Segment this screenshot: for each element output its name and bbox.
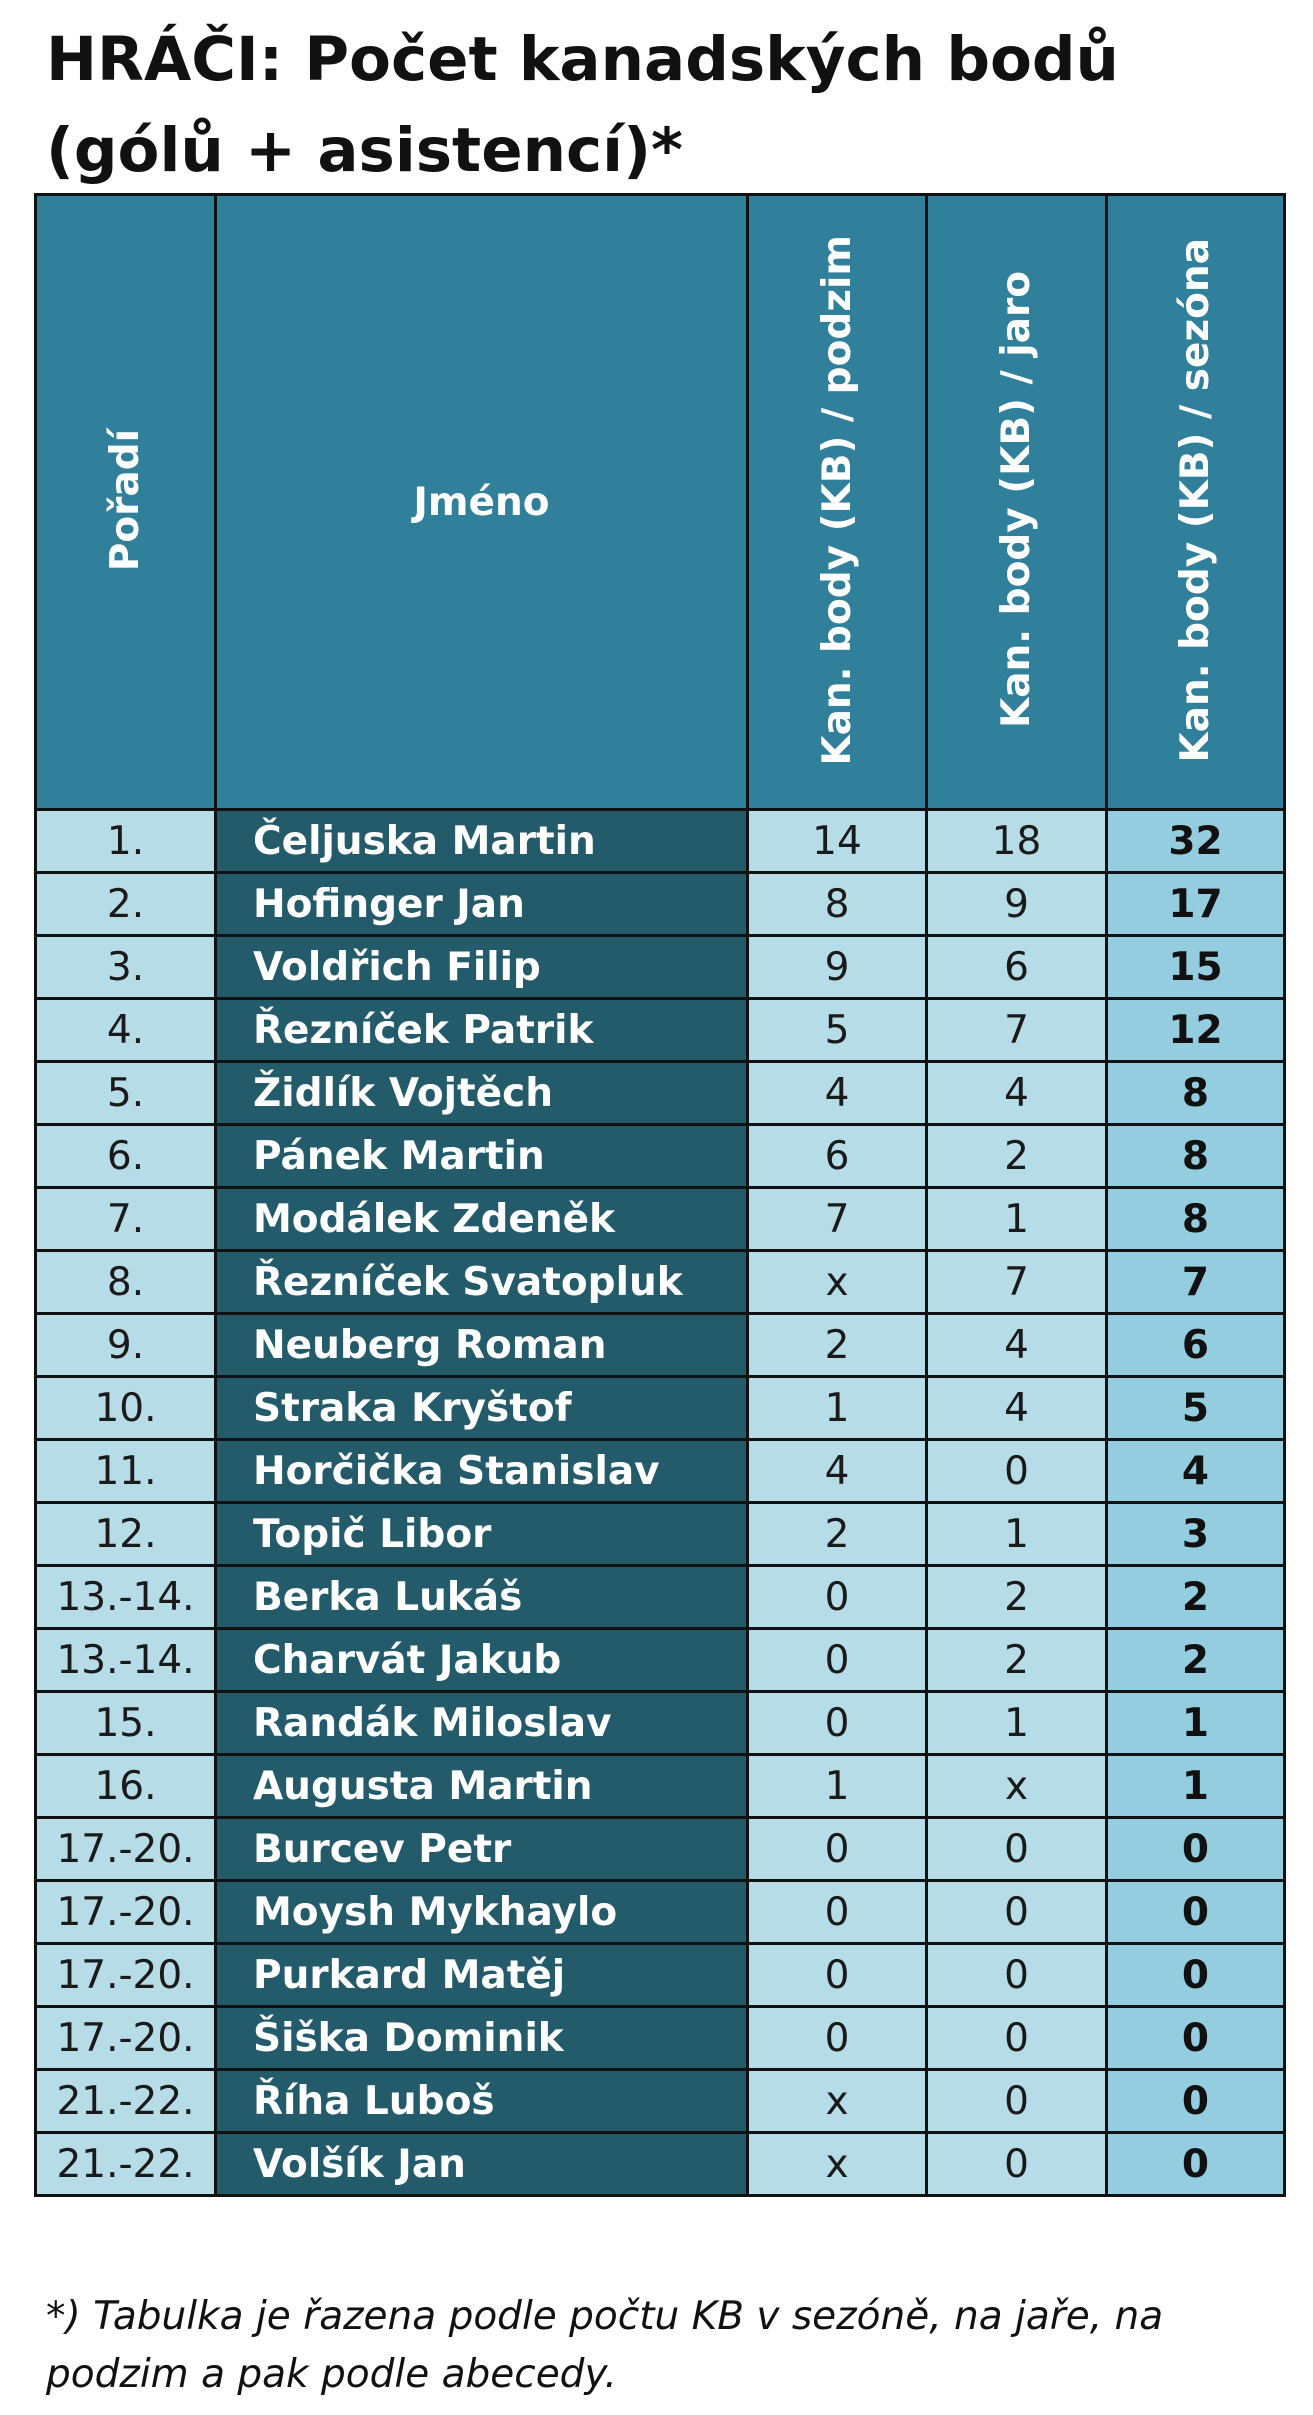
table-row <box>36 1062 1285 1125</box>
season-points-cell: 15 <box>1107 936 1285 999</box>
table-row <box>36 1755 1285 1818</box>
season-points-cell: 0 <box>1107 2133 1285 2196</box>
player-name-cell: Moysh Mykhaylo <box>216 1881 748 1944</box>
autumn-points-cell: 6 <box>748 1125 927 1188</box>
player-name-cell: Řezníček Svatopluk <box>216 1251 748 1314</box>
season-points-cell: 2 <box>1107 1566 1285 1629</box>
table-row <box>36 1125 1285 1188</box>
table-row <box>36 1629 1285 1692</box>
points-table <box>34 193 1286 2197</box>
rank-cell: 17.-20. <box>36 1944 216 2007</box>
player-name-cell: Čeljuska Martin <box>216 810 748 873</box>
table-row <box>36 1503 1285 1566</box>
season-points-cell: 0 <box>1107 1881 1285 1944</box>
rank-cell: 7. <box>36 1188 216 1251</box>
season-points-cell: 4 <box>1107 1440 1285 1503</box>
player-name-cell: Volšík Jan <box>216 2133 748 2196</box>
table-body <box>36 810 1285 2196</box>
autumn-points-cell: x <box>748 2070 927 2133</box>
autumn-points-cell: x <box>748 1251 927 1314</box>
autumn-points-cell: 0 <box>748 2007 927 2070</box>
season-points-cell: 7 <box>1107 1251 1285 1314</box>
autumn-points-cell: 14 <box>748 810 927 873</box>
spring-points-cell: 4 <box>927 1377 1107 1440</box>
rank-cell: 12. <box>36 1503 216 1566</box>
rank-cell: 2. <box>36 873 216 936</box>
player-name-cell: Říha Luboš <box>216 2070 748 2133</box>
footnote: *) Tabulka je řazena podle počtu KB v sezóně, na jaře, na podzim a pak podle abecedy. <box>46 2294 1164 2397</box>
header-spring <box>927 195 1107 810</box>
autumn-points-cell: 2 <box>748 1503 927 1566</box>
table-row <box>36 810 1285 873</box>
player-name-cell: Horčička Stanislav <box>216 1440 748 1503</box>
rank-cell: 21.-22. <box>36 2133 216 2196</box>
spring-points-cell: 4 <box>927 1062 1107 1125</box>
autumn-points-cell: 1 <box>748 1377 927 1440</box>
table-row <box>36 999 1285 1062</box>
table-row <box>36 1881 1285 1944</box>
spring-points-cell: 6 <box>927 936 1107 999</box>
season-points-cell: 0 <box>1107 2007 1285 2070</box>
spring-points-cell: 1 <box>927 1188 1107 1251</box>
player-name-cell: Charvát Jakub <box>216 1629 748 1692</box>
rank-cell: 9. <box>36 1314 216 1377</box>
rank-cell: 17.-20. <box>36 1881 216 1944</box>
season-points-cell: 12 <box>1107 999 1285 1062</box>
season-points-cell: 32 <box>1107 810 1285 873</box>
spring-points-cell: 0 <box>927 1944 1107 2007</box>
autumn-points-cell: 8 <box>748 873 927 936</box>
spring-points-cell: 0 <box>927 1440 1107 1503</box>
table-row <box>36 1377 1285 1440</box>
autumn-points-cell: 0 <box>748 1692 927 1755</box>
rank-cell: 13.-14. <box>36 1566 216 1629</box>
table-row <box>36 1692 1285 1755</box>
autumn-points-cell: 1 <box>748 1755 927 1818</box>
header-autumn <box>748 195 927 810</box>
player-name-cell: Židlík Vojtěch <box>216 1062 748 1125</box>
rank-cell: 10. <box>36 1377 216 1440</box>
autumn-points-cell: 0 <box>748 1818 927 1881</box>
rank-cell: 11. <box>36 1440 216 1503</box>
table-header-row <box>36 195 1285 810</box>
player-name-cell: Šiška Dominik <box>216 2007 748 2070</box>
rank-cell: 8. <box>36 1251 216 1314</box>
season-points-cell: 5 <box>1107 1377 1285 1440</box>
autumn-points-cell: 5 <box>748 999 927 1062</box>
player-name-cell: Randák Miloslav <box>216 1692 748 1755</box>
autumn-points-cell: 7 <box>748 1188 927 1251</box>
table-row <box>36 1251 1285 1314</box>
table-row <box>36 936 1285 999</box>
autumn-points-cell: x <box>748 2133 927 2196</box>
spring-points-cell: 9 <box>927 873 1107 936</box>
season-points-cell: 0 <box>1107 1818 1285 1881</box>
player-name-cell: Hofinger Jan <box>216 873 748 936</box>
season-points-cell: 8 <box>1107 1188 1285 1251</box>
spring-points-cell: 7 <box>927 999 1107 1062</box>
header-autumn-label: Kan. body (KB) / podzim <box>814 234 860 766</box>
table-row <box>36 1440 1285 1503</box>
table-row <box>36 1188 1285 1251</box>
season-points-cell: 6 <box>1107 1314 1285 1377</box>
autumn-points-cell: 0 <box>748 1566 927 1629</box>
spring-points-cell: 0 <box>927 2007 1107 2070</box>
table-row <box>36 1818 1285 1881</box>
spring-points-cell: 4 <box>927 1314 1107 1377</box>
season-points-cell: 1 <box>1107 1755 1285 1818</box>
autumn-points-cell: 4 <box>748 1440 927 1503</box>
spring-points-cell: 1 <box>927 1503 1107 1566</box>
autumn-points-cell: 9 <box>748 936 927 999</box>
rank-cell: 15. <box>36 1692 216 1755</box>
spring-points-cell: 0 <box>927 2133 1107 2196</box>
autumn-points-cell: 0 <box>748 1629 927 1692</box>
season-points-cell: 1 <box>1107 1692 1285 1755</box>
spring-points-cell: 1 <box>927 1692 1107 1755</box>
rank-cell: 21.-22. <box>36 2070 216 2133</box>
table-row <box>36 2007 1285 2070</box>
table-row <box>36 2133 1285 2196</box>
header-season-label: Kan. body (KB) / sezóna <box>1173 237 1218 763</box>
autumn-points-cell: 4 <box>748 1062 927 1125</box>
header-rank-label: Pořadí <box>103 428 148 572</box>
page-title: HRÁČI: Počet kanadských bodů (gólů + asistencí)* <box>46 24 1119 186</box>
table-row <box>36 1566 1285 1629</box>
autumn-points-cell: 0 <box>748 1881 927 1944</box>
rank-cell: 17.-20. <box>36 1818 216 1881</box>
player-name-cell: Augusta Martin <box>216 1755 748 1818</box>
header-season <box>1107 195 1285 810</box>
player-name-cell: Berka Lukáš <box>216 1566 748 1629</box>
player-name-cell: Řezníček Patrik <box>216 999 748 1062</box>
player-name-cell: Topič Libor <box>216 1503 748 1566</box>
player-name-cell: Purkard Matěj <box>216 1944 748 2007</box>
rank-cell: 17.-20. <box>36 2007 216 2070</box>
header-rank <box>36 195 216 810</box>
rank-cell: 6. <box>36 1125 216 1188</box>
player-name-cell: Pánek Martin <box>216 1125 748 1188</box>
header-name-label: Jméno <box>413 479 550 525</box>
autumn-points-cell: 2 <box>748 1314 927 1377</box>
header-name <box>216 195 748 810</box>
spring-points-cell: 0 <box>927 1818 1107 1881</box>
player-name-cell: Neuberg Roman <box>216 1314 748 1377</box>
rank-cell: 16. <box>36 1755 216 1818</box>
table-row <box>36 1314 1285 1377</box>
spring-points-cell: x <box>927 1755 1107 1818</box>
season-points-cell: 8 <box>1107 1125 1285 1188</box>
spring-points-cell: 2 <box>927 1125 1107 1188</box>
player-name-cell: Voldřich Filip <box>216 936 748 999</box>
season-points-cell: 0 <box>1107 1944 1285 2007</box>
table-row <box>36 2070 1285 2133</box>
player-name-cell: Modálek Zdeněk <box>216 1188 748 1251</box>
season-points-cell: 17 <box>1107 873 1285 936</box>
rank-cell: 13.-14. <box>36 1629 216 1692</box>
spring-points-cell: 7 <box>927 1251 1107 1314</box>
table-row <box>36 873 1285 936</box>
spring-points-cell: 0 <box>927 2070 1107 2133</box>
spring-points-cell: 2 <box>927 1629 1107 1692</box>
player-name-cell: Burcev Petr <box>216 1818 748 1881</box>
spring-points-cell: 2 <box>927 1566 1107 1629</box>
autumn-points-cell: 0 <box>748 1944 927 2007</box>
season-points-cell: 3 <box>1107 1503 1285 1566</box>
rank-cell: 4. <box>36 999 216 1062</box>
season-points-cell: 0 <box>1107 2070 1285 2133</box>
rank-cell: 1. <box>36 810 216 873</box>
spring-points-cell: 18 <box>927 810 1107 873</box>
spring-points-cell: 0 <box>927 1881 1107 1944</box>
player-name-cell: Straka Kryštof <box>216 1377 748 1440</box>
season-points-cell: 2 <box>1107 1629 1285 1692</box>
rank-cell: 5. <box>36 1062 216 1125</box>
header-spring-label: Kan. body (KB) / jaro <box>994 271 1039 729</box>
rank-cell: 3. <box>36 936 216 999</box>
table-row <box>36 1944 1285 2007</box>
season-points-cell: 8 <box>1107 1062 1285 1125</box>
